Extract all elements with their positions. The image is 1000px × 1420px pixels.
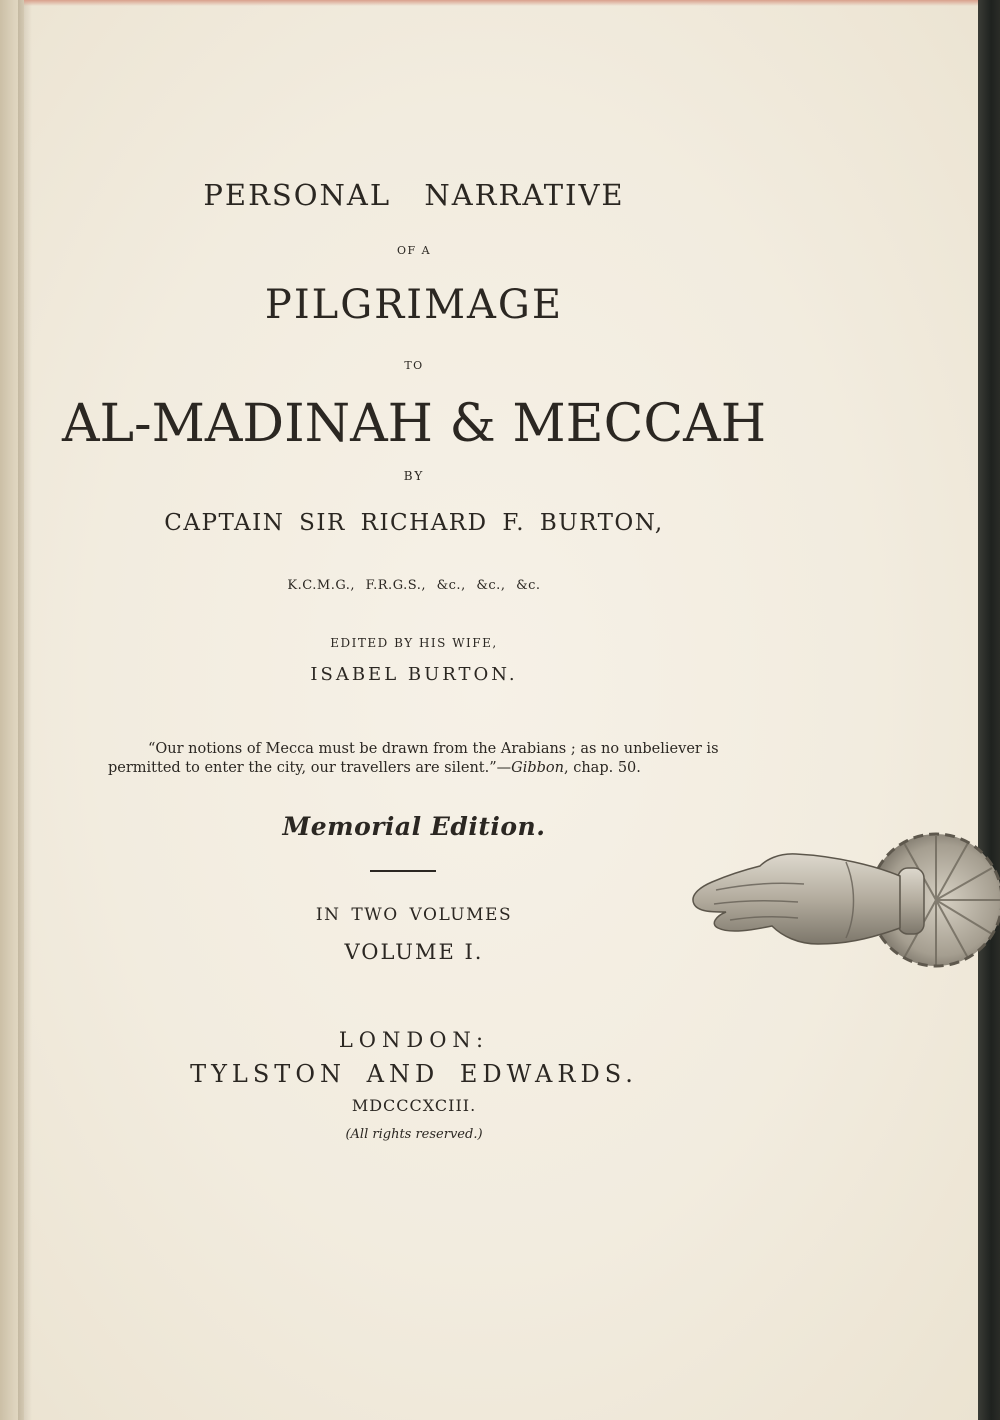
title-line-of-a: OF A (396, 244, 432, 257)
title-line-by: BY (403, 469, 425, 483)
clip-cuff (898, 868, 924, 934)
author-name: CAPTAIN SIR RICHARD F. BURTON, (164, 510, 664, 536)
epigraph-chapter: , chap. 50. (564, 760, 641, 776)
edited-by-line: EDITED BY HIS WIFE, (330, 636, 498, 650)
imprint-year: MDCCCXCIII. (351, 1096, 477, 1115)
title-line-destination: AL-MADINAH & MECCAH (61, 394, 767, 454)
epigraph-line-2-text: permitted to enter the city, our travellers are silent.”— (108, 760, 512, 776)
hand-page-clip-icon (686, 816, 1000, 992)
divider-rule (370, 870, 436, 872)
volumes-line: IN TWO VOLUMES (315, 905, 513, 925)
gutter-shadow (18, 0, 32, 1420)
book-cover-edge (978, 0, 1000, 1420)
title-line-pilgrimage: PILGRIMAGE (264, 282, 564, 328)
page-top-edge (24, 0, 980, 6)
epigraph-line-2 (108, 759, 708, 778)
edition-label: Memorial Edition. (282, 812, 546, 841)
volume-number: VOLUME I. (344, 940, 484, 964)
editor-name: ISABEL BURTON. (310, 664, 518, 685)
rights-notice: (All rights reserved.) (345, 1127, 483, 1142)
epigraph-line-1: “Our notions of Mecca must be drawn from the Arabians ; as no unbeliever is (148, 741, 719, 757)
author-honours: K.C.M.G., F.R.G.S., &c., &c., &c. (287, 578, 541, 593)
title-line-to: TO (404, 359, 424, 372)
epigraph-source: Gibbon (511, 760, 564, 776)
imprint-publisher: TYLSTON AND EDWARDS. (190, 1060, 638, 1088)
title-page (24, 0, 980, 1420)
imprint-place: LONDON: (338, 1028, 490, 1052)
epigraph-quote (108, 740, 719, 778)
title-line-personal-narrative: PERSONAL NARRATIVE (203, 178, 625, 212)
clip-hand (693, 854, 900, 944)
